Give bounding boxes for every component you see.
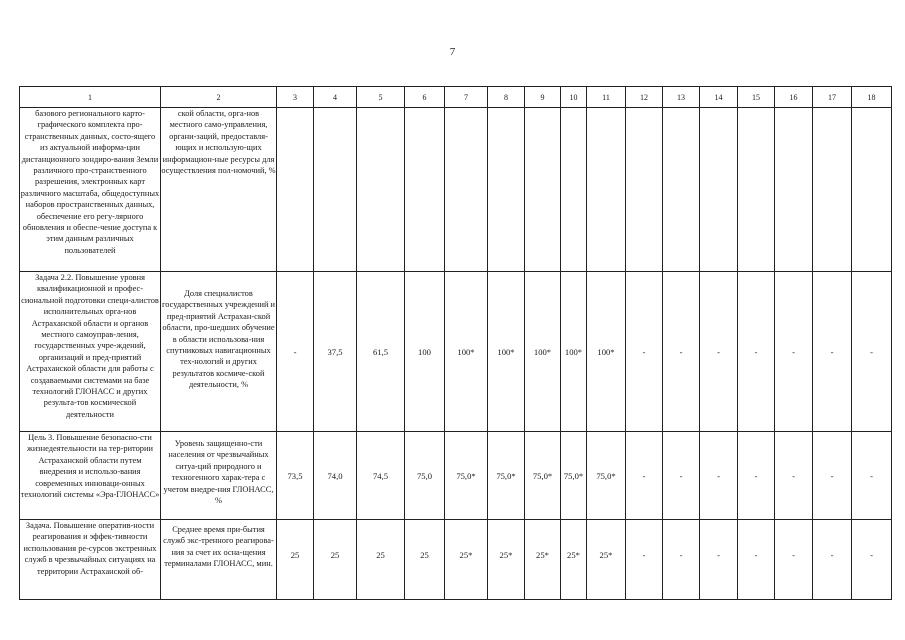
value-cell: -	[700, 272, 738, 432]
column-header: 13	[663, 87, 700, 108]
column-header: 3	[277, 87, 314, 108]
column-header: 2	[161, 87, 277, 108]
value-cell: 100*	[587, 272, 626, 432]
column-header: 1	[20, 87, 161, 108]
value-cell: 74,5	[357, 432, 405, 520]
value-cell: 75,0	[405, 432, 445, 520]
value-cell	[405, 108, 445, 272]
value-cell: -	[775, 520, 813, 600]
column-header: 6	[405, 87, 445, 108]
value-cell: -	[775, 432, 813, 520]
goal-text-cell: Задача. Повышение оператив-ности реагирования и эффек-тивности использования ре-сурсов экстренных служб в чрезвычайных ситуациях на территории Астраханской об-	[20, 520, 161, 600]
value-cell: 75,0*	[488, 432, 525, 520]
value-cell: 25	[314, 520, 357, 600]
value-cell: 25	[277, 520, 314, 600]
value-cell	[357, 108, 405, 272]
value-cell: -	[852, 520, 892, 600]
value-cell: -	[852, 272, 892, 432]
column-header: 7	[445, 87, 488, 108]
value-cell: 37,5	[314, 272, 357, 432]
value-cell	[561, 108, 587, 272]
value-cell: 75,0*	[525, 432, 561, 520]
value-cell: -	[700, 520, 738, 600]
table-row	[20, 272, 892, 432]
value-cell: -	[626, 272, 663, 432]
page-number: 7	[449, 46, 456, 58]
value-cell: -	[663, 520, 700, 600]
value-cell	[663, 108, 700, 272]
value-cell: 25*	[488, 520, 525, 600]
value-cell	[525, 108, 561, 272]
table-row	[20, 432, 892, 520]
value-cell: 73,5	[277, 432, 314, 520]
value-cell: -	[626, 432, 663, 520]
value-cell: 74,0	[314, 432, 357, 520]
indicators-table	[19, 86, 892, 600]
value-cell: 100	[405, 272, 445, 432]
column-header: 17	[813, 87, 852, 108]
column-header: 8	[488, 87, 525, 108]
value-cell: -	[852, 432, 892, 520]
goal-text-cell: Задача 2.2. Повышение уровня квалификационной и профес-сиональной подготовки специ-алистов исполнительных орга-нов Астраханской области и органов местного самоуправ-ления, государственных учре-ждений, организаций и пред-приятий Астраханской области для работы с создаваемыми системами на базе технологий ГЛОНАСС и других результа-тов космической деятельности	[20, 272, 161, 432]
value-cell: -	[663, 432, 700, 520]
value-cell	[813, 108, 852, 272]
column-header: 5	[357, 87, 405, 108]
value-cell	[738, 108, 775, 272]
value-cell: -	[813, 272, 852, 432]
value-cell	[700, 108, 738, 272]
value-cell: -	[700, 432, 738, 520]
value-cell: -	[626, 520, 663, 600]
header-row	[20, 87, 892, 108]
column-header: 18	[852, 87, 892, 108]
column-header: 4	[314, 87, 357, 108]
column-header: 15	[738, 87, 775, 108]
column-header: 9	[525, 87, 561, 108]
indicator-text-cell: Доля специалистов государственных учреждений и пред-приятий Астрахан-ской области, про-шедших обучение в области использова-ния спутниковых навигационных тех-нологий и других результатов космиче-ской деятельности, %	[161, 272, 277, 432]
value-cell: -	[813, 432, 852, 520]
value-cell	[445, 108, 488, 272]
value-cell: 25*	[587, 520, 626, 600]
value-cell	[314, 108, 357, 272]
value-cell	[852, 108, 892, 272]
indicator-text-cell: Среднее время при-бытия служб экс-тренного реагирова-ния за счет их осна-щения терминалами ГЛОНАСС, мин.	[161, 520, 277, 600]
indicator-text-cell: ской области, орга-нов местного само-управления, органи-заций, предоставля-ющих и использую-щих информацион-ные ресурсы для осуществления пол-номочий, %	[161, 108, 277, 272]
value-cell: 61,5	[357, 272, 405, 432]
value-cell	[626, 108, 663, 272]
value-cell: -	[738, 272, 775, 432]
column-header: 16	[775, 87, 813, 108]
value-cell	[775, 108, 813, 272]
table-row	[20, 108, 892, 272]
column-header: 14	[700, 87, 738, 108]
value-cell: 75,0*	[587, 432, 626, 520]
column-header: 12	[626, 87, 663, 108]
value-cell: -	[813, 520, 852, 600]
value-cell: 100*	[488, 272, 525, 432]
column-header: 10	[561, 87, 587, 108]
value-cell	[277, 108, 314, 272]
value-cell: -	[738, 520, 775, 600]
value-cell: -	[663, 272, 700, 432]
value-cell: 25	[405, 520, 445, 600]
value-cell: 25*	[445, 520, 488, 600]
value-cell: 100*	[561, 272, 587, 432]
value-cell: -	[775, 272, 813, 432]
value-cell: 100*	[445, 272, 488, 432]
value-cell: 25*	[561, 520, 587, 600]
goal-text-cell: Цель 3. Повышение безопасно-сти жизнедеятельности на тер-ритории Астраханской области путем внедрения и использо-вания современных инноваци-онных технологий системы «Эра-ГЛОНАСС»	[20, 432, 161, 520]
value-cell: 100*	[525, 272, 561, 432]
indicator-text-cell: Уровень защищенно-сти населения от чрезвычайных ситуа-ций природного и техногенного харак-тера с учетом внедре-ния ГЛОНАСС, %	[161, 432, 277, 520]
value-cell: 25*	[525, 520, 561, 600]
value-cell: 25	[357, 520, 405, 600]
table-row	[20, 520, 892, 600]
value-cell: 75,0*	[445, 432, 488, 520]
value-cell: 75,0*	[561, 432, 587, 520]
goal-text-cell: базового регионального карто-графического комплекта про-странственных данных, состо-ящего из актуальной информа-ции дистанционного зондиро-вания Земли различного про-странственного разрешения, электронных карт различного масштаба, общедоступных наборов пространственных данных, обеспечение его регу-лярного обновления и обеспе-чение доступа к этим данным различных пользователей	[20, 108, 161, 272]
column-header: 11	[587, 87, 626, 108]
value-cell	[587, 108, 626, 272]
value-cell: -	[738, 432, 775, 520]
value-cell: -	[277, 272, 314, 432]
value-cell	[488, 108, 525, 272]
